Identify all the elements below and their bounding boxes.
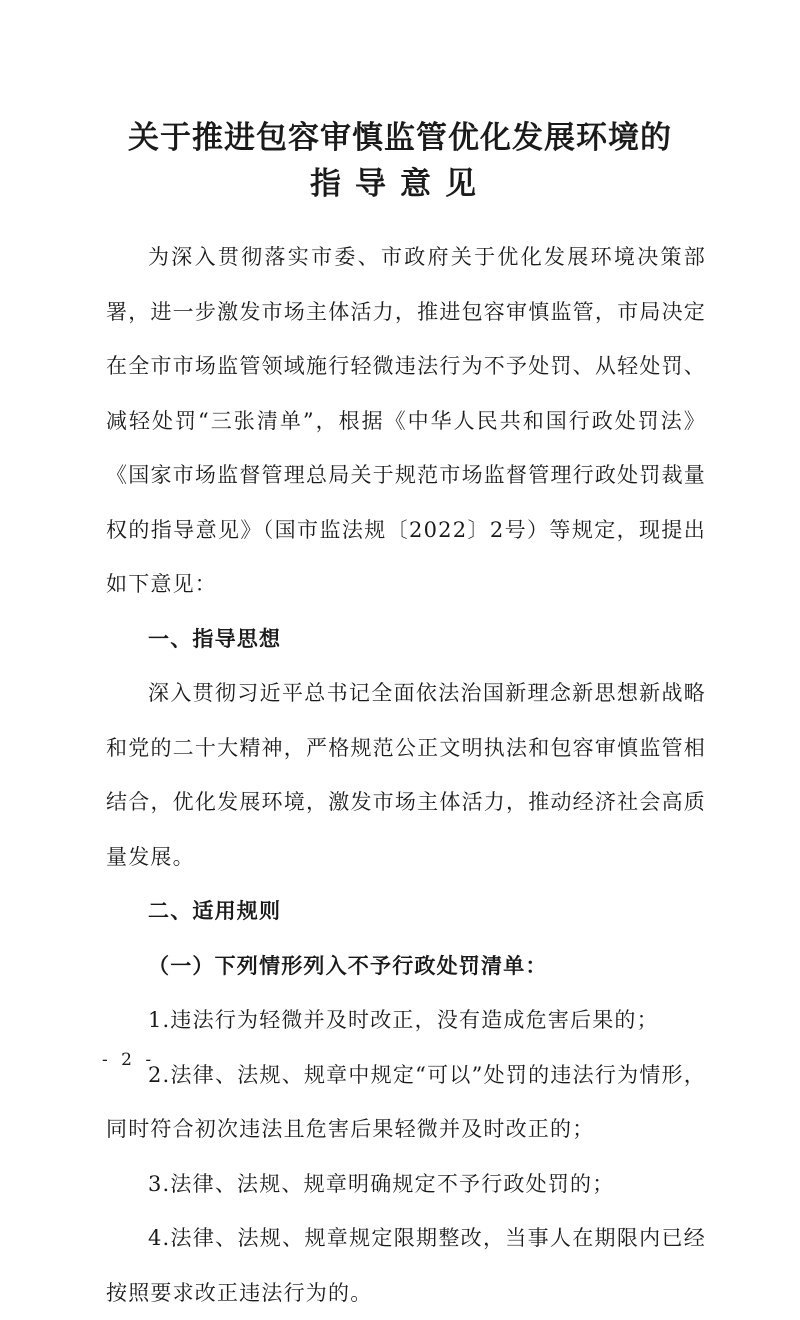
section-2-heading: 二、适用规则	[148, 899, 282, 923]
section-1-paragraph: 深入贯彻习近平总书记全面依法治国新理念新思想新战略和党的二十大精神，严格规范公正文明执法和包容审慎监管相结合，优化发展环境，激发市场主体活力，推动经济社会高质量发展。	[106, 681, 706, 869]
document-title-line-2: 指导意见	[310, 166, 490, 202]
page-number: - 2 -	[102, 1050, 156, 1070]
intro-paragraph: 为深入贯彻落实市委、市政府关于优化发展环境决策部署，进一步激发市场主体活力，推进包容审慎监管，市局决定在全市市场监管领域施行轻微违法行为不予处罚、从轻处罚、减轻处罚“三张清单”，根据《中华人民共和国行政处罚法》《国家市场监督管理总局关于规范市场监督管理行政处罚裁量权的指导意见》（国市监法规〔2022〕2号）等规定，现提出如下意见：	[106, 245, 706, 596]
list-item-2: 2.法律、法规、规章中规定“可以”处罚的违法行为情形，同时符合初次违法且危害后果轻微并及时改正的；	[106, 1062, 706, 1141]
document-title-line-1: 关于推进包容审慎监管优化发展环境的	[128, 120, 672, 156]
list-item-4: 4.法律、法规、规章规定限期整改，当事人在期限内已经按照要求改正违法行为的。	[106, 1226, 706, 1305]
list-item-3: 3.法律、法规、规章明确规定不予行政处罚的；	[148, 1171, 615, 1196]
section-1-heading: 一、指导思想	[148, 626, 282, 651]
subsection-1-heading: （一）下列情形列入不予行政处罚清单：	[148, 952, 548, 978]
document-body	[106, 230, 706, 1320]
list-item-1: 1.违法行为轻微并及时改正，没有造成危害后果的；	[148, 1008, 659, 1032]
